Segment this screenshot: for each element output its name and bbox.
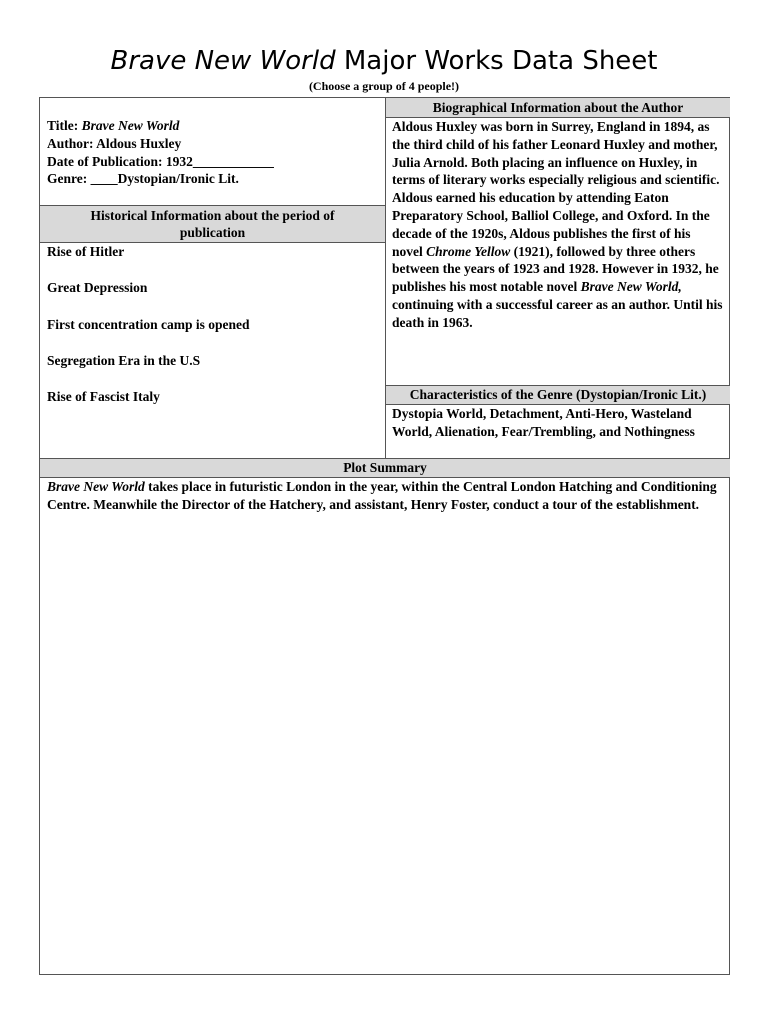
historical-item: Rise of Hitler <box>47 244 125 259</box>
genre-field: Genre: ____Dystopian/Ironic Lit. <box>47 171 239 187</box>
bio-text-part: (1921), followed by three others between the years of 1923 and 1928. However in 1932, he publishes his most notable novel <box>392 243 719 295</box>
plot-body: takes place in futuristic London in the year, within the Central London Hatching and Conditioning Centre. Meanwhile the Director of the Hatchery, and assistant, Henry Foster, conduct a tour of the establishment. <box>47 479 717 512</box>
title-field <box>47 117 379 135</box>
page-subtitle: (Choose a group of 4 people!) <box>308 79 460 93</box>
title-value: Brave New World <box>81 118 180 133</box>
biographical-heading: Biographical Information about the Author <box>386 98 730 117</box>
genre-heading: Characteristics of the Genre (Dystopian/Ironic Lit.) <box>386 386 730 404</box>
plot-summary-text <box>47 478 723 514</box>
genre-characteristics-text: Dystopia World, Detachment, Anti-Hero, Wasteland World, Alienation, Fear/Trembling, and Nothingness <box>392 406 695 439</box>
historical-heading: Historical Information about the period of publication <box>40 206 385 242</box>
title-rest: Major Works Data Sheet <box>343 46 658 76</box>
bio-text-part: continuing with a successful career as an author. Until his death in 1963. <box>392 296 723 330</box>
title-label: Title: <box>47 118 82 133</box>
novel-title: Chrome Yellow <box>426 243 511 259</box>
date-field: Date of Publication: 1932____________ <box>47 153 274 169</box>
plot-heading: Plot Summary <box>40 459 730 477</box>
title-book-name: Brave New World <box>110 46 336 76</box>
biographical-text <box>392 118 724 332</box>
historical-item: Rise of Fascist Italy <box>47 389 160 405</box>
historical-item: Segregation Era in the U.S <box>47 352 201 368</box>
historical-item: Great Depression <box>47 280 148 296</box>
plot-book-title: Brave New World <box>47 479 145 494</box>
novel-title: Brave New World, <box>580 279 682 295</box>
historical-list <box>47 243 379 424</box>
bio-text-part: Aldous Huxley was born in Surrey, England in 1894, as the third child of his father Leonard Huxley and mother, Julia Arnold. Both placing an influence on Huxley, in terms of literary works especially religious and scientific. Aldous earned his education by attending Eaton Preparatory School, Balliol College, and Oxford. In the decade of the 1920s, Aldous publishes the first of his novel <box>392 119 720 259</box>
author-field: Author: Aldous Huxley <box>47 135 182 151</box>
historical-item: First concentration camp is opened <box>47 316 250 332</box>
page-title <box>0 44 768 78</box>
data-sheet-table <box>39 97 730 975</box>
basic-info <box>47 117 379 188</box>
